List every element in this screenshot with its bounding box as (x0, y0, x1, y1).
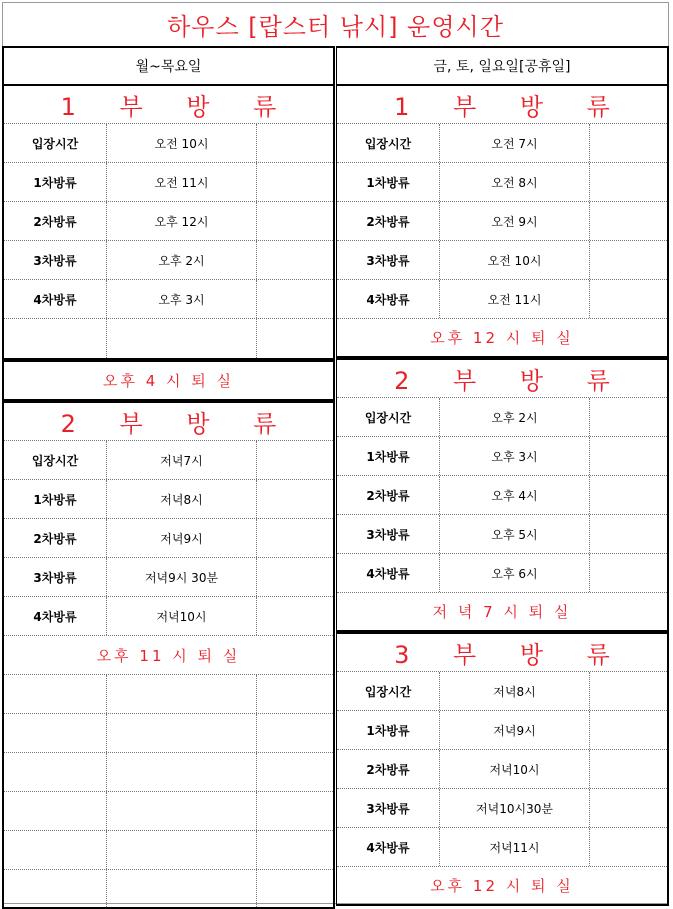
row-label: 4차방류 (4, 280, 107, 318)
row-note (590, 750, 667, 788)
weekday-column (2, 46, 335, 909)
row-note (257, 163, 333, 201)
row-time (107, 792, 257, 830)
row-label: 2차방류 (4, 202, 107, 240)
row-label: 2차방류 (337, 750, 440, 788)
row-note (257, 831, 333, 869)
row-label: 4차방류 (337, 828, 440, 866)
session-title: 1 부 방 류 (337, 86, 667, 124)
row-label: 입장시간 (337, 398, 440, 436)
row-time: 오전 10시 (440, 241, 590, 279)
table-row (337, 280, 667, 319)
table-row (337, 476, 667, 515)
row-note (590, 672, 667, 710)
table-row (4, 163, 333, 202)
exit-time: 오후 11 시 퇴 실 (4, 636, 333, 675)
table-row (4, 558, 333, 597)
row-time: 저녁9시 (107, 519, 257, 557)
row-label: 입장시간 (337, 672, 440, 710)
row-label (4, 319, 107, 358)
table-row (4, 319, 333, 358)
row-note (257, 792, 333, 830)
table-row (4, 124, 333, 163)
row-label: 3차방류 (4, 558, 107, 596)
row-note (590, 202, 667, 240)
table-row (4, 831, 333, 870)
row-note (590, 789, 667, 827)
table-row (4, 202, 333, 241)
row-label (4, 675, 107, 713)
row-label: 입장시간 (4, 124, 107, 162)
row-time: 오전 10시 (107, 124, 257, 162)
table-row (4, 753, 333, 792)
row-label: 4차방류 (337, 280, 440, 318)
row-time: 오후 3시 (107, 280, 257, 318)
session-title: 1 부 방 류 (4, 86, 333, 124)
table-row (4, 519, 333, 558)
table-row (337, 554, 667, 593)
row-time: 저녁9시 30분 (107, 558, 257, 596)
row-time: 오전 11시 (107, 163, 257, 201)
table-row (4, 870, 333, 907)
row-note (257, 714, 333, 752)
exit-time: 오후 12 시 퇴 실 (430, 877, 574, 895)
weekend-column (336, 46, 669, 906)
row-time (107, 714, 257, 752)
row-label (4, 753, 107, 791)
row-time: 오후 6시 (440, 554, 590, 592)
table-row (337, 398, 667, 437)
row-label: 1차방류 (337, 437, 440, 475)
session-title: 3 부 방 류 (337, 634, 667, 672)
weekday-session-1-exit (2, 360, 335, 401)
row-note (257, 675, 333, 713)
row-note (590, 476, 667, 514)
session-title: 2 부 방 류 (337, 360, 667, 398)
row-time: 저녁7시 (107, 441, 257, 479)
table-row (337, 789, 667, 828)
row-time: 저녁10시 (107, 597, 257, 635)
exit-time: 저 녁 7 시 퇴 실 (432, 603, 572, 621)
session-title: 2 부 방 류 (4, 403, 333, 441)
row-label: 2차방류 (337, 476, 440, 514)
row-time: 오전 7시 (440, 124, 590, 162)
row-note (590, 124, 667, 162)
table-row (4, 280, 333, 319)
table-row (337, 515, 667, 554)
row-note (257, 124, 333, 162)
row-time: 오전 8시 (440, 163, 590, 201)
page-title: 하우스 [랍스터 낚시] 운영시간 (167, 12, 504, 41)
exit-time: 오후 12 시 퇴 실 (430, 329, 574, 347)
row-label (4, 831, 107, 869)
row-note (257, 319, 333, 358)
row-note (590, 398, 667, 436)
table-row (4, 597, 333, 636)
row-note (257, 202, 333, 240)
row-time (107, 831, 257, 869)
row-label: 입장시간 (4, 441, 107, 479)
row-note (590, 711, 667, 749)
row-note (257, 597, 333, 635)
row-time: 오후 2시 (107, 241, 257, 279)
table-row (337, 124, 667, 163)
row-time: 오전 9시 (440, 202, 590, 240)
table-row (4, 714, 333, 753)
row-label: 3차방류 (337, 789, 440, 827)
row-time (107, 870, 257, 907)
table-row (337, 711, 667, 750)
row-label: 2차방류 (4, 519, 107, 557)
weekend-session-3 (336, 632, 669, 906)
row-time (107, 753, 257, 791)
row-time (107, 319, 257, 358)
table-row (337, 163, 667, 202)
row-time: 오후 12시 (107, 202, 257, 240)
table-row (4, 675, 333, 714)
row-note (590, 163, 667, 201)
table-row (4, 792, 333, 831)
table-row (337, 750, 667, 789)
row-time: 저녁8시 (107, 480, 257, 518)
row-label (4, 792, 107, 830)
row-label: 3차방류 (337, 241, 440, 279)
table-row (337, 241, 667, 280)
row-note (257, 480, 333, 518)
row-label (4, 714, 107, 752)
row-label: 3차방류 (337, 515, 440, 553)
row-time: 오후 2시 (440, 398, 590, 436)
row-time: 저녁8시 (440, 672, 590, 710)
row-note (590, 515, 667, 553)
row-note (257, 241, 333, 279)
row-time: 오전 11시 (440, 280, 590, 318)
weekday-session-1 (2, 86, 335, 360)
row-time: 오후 4시 (440, 476, 590, 514)
weekday-session-2 (2, 401, 335, 909)
row-note (257, 280, 333, 318)
row-note (257, 441, 333, 479)
row-label: 4차방류 (4, 597, 107, 635)
table-row (337, 828, 667, 867)
table-row (337, 672, 667, 711)
table-row (337, 437, 667, 476)
row-time: 오후 5시 (440, 515, 590, 553)
row-note (257, 753, 333, 791)
row-time (107, 675, 257, 713)
weekend-header: 금, 토, 일요일[공휴일] (336, 46, 669, 86)
row-label: 1차방류 (4, 163, 107, 201)
row-label (4, 870, 107, 907)
row-label: 2차방류 (337, 202, 440, 240)
row-label: 입장시간 (337, 124, 440, 162)
row-time: 저녁11시 (440, 828, 590, 866)
table-row (4, 480, 333, 519)
row-time: 저녁10시30분 (440, 789, 590, 827)
row-note (590, 437, 667, 475)
exit-time: 오후 4 시 퇴 실 (102, 372, 235, 390)
row-note (590, 828, 667, 866)
row-time: 오후 3시 (440, 437, 590, 475)
weekday-header: 월~목요일 (2, 46, 335, 86)
row-label: 1차방류 (337, 163, 440, 201)
row-note (590, 280, 667, 318)
row-note (257, 558, 333, 596)
row-label: 1차방류 (4, 480, 107, 518)
row-note (590, 241, 667, 279)
row-note (257, 870, 333, 907)
row-note (590, 554, 667, 592)
table-row (337, 202, 667, 241)
table-row (4, 441, 333, 480)
row-time: 저녁10시 (440, 750, 590, 788)
row-note (257, 519, 333, 557)
row-label: 4차방류 (337, 554, 440, 592)
row-time: 저녁9시 (440, 711, 590, 749)
row-label: 3차방류 (4, 241, 107, 279)
row-label: 1차방류 (337, 711, 440, 749)
table-row (4, 241, 333, 280)
weekend-session-2 (336, 358, 669, 632)
weekend-session-1 (336, 86, 669, 358)
